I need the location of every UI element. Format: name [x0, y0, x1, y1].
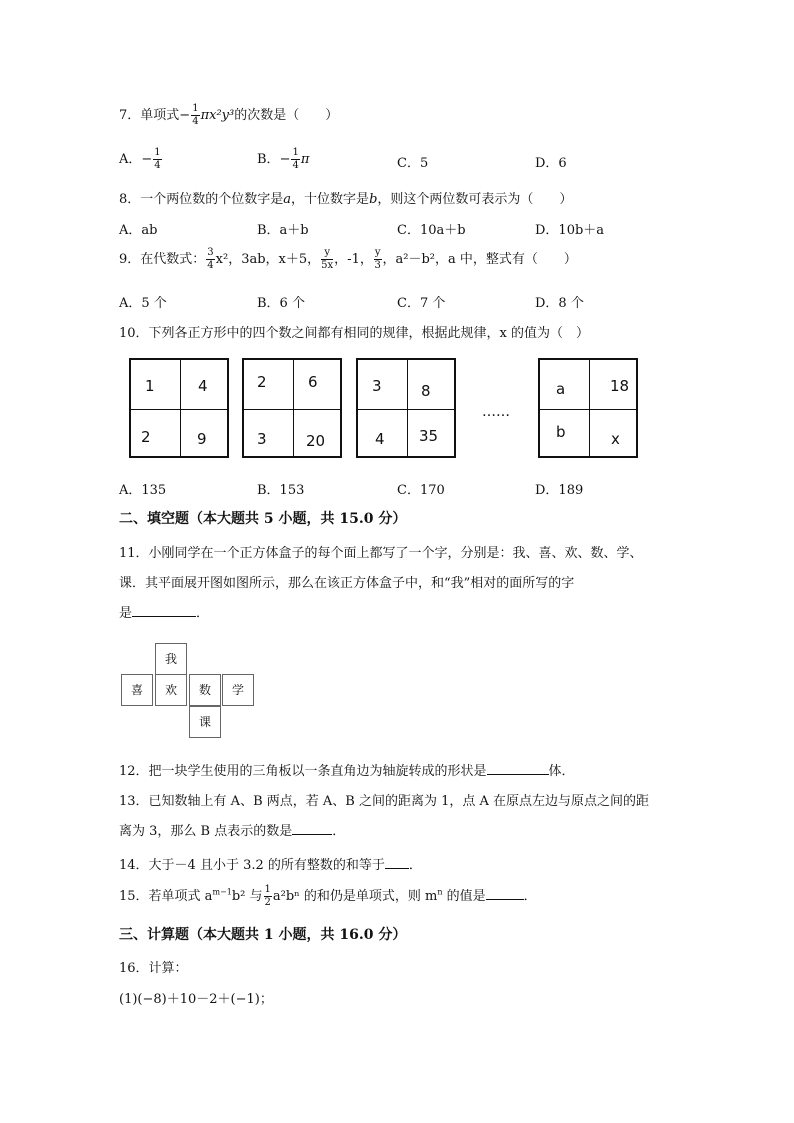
cell-bottom-right: x	[611, 430, 620, 448]
q9-option-b: B．6 个	[257, 296, 305, 311]
question-16: 16．计算：	[119, 961, 188, 976]
number-square-4	[538, 358, 638, 458]
cell-top-right: 4	[198, 377, 208, 395]
net-face-top: 我	[155, 643, 187, 675]
question-13-line-1: 13．已知数轴上有 A、B 两点，若 A、B 之间的距离为 1，点 A 在原点左边与原点之间的距	[119, 794, 650, 809]
cell-top-right: 8	[421, 382, 431, 400]
ellipsis: ……	[482, 404, 510, 420]
q10-option-b: B．153	[257, 483, 305, 498]
q10-option-c: C．170	[397, 483, 445, 498]
question-14: 14．大于－4 且小于 3.2 的所有整数的和等于 ．	[119, 858, 422, 873]
cell-bottom-right: 9	[197, 430, 207, 448]
net-face-2: 欢	[155, 674, 187, 706]
number-square-2	[242, 358, 342, 458]
question-11-line-3: 是 ．	[119, 606, 210, 621]
answer-blank	[486, 887, 524, 900]
question-11-line-2: 课．其平面展开图如图所示，那么在该正方体盒子中，和“我”相对的面所写的字	[119, 576, 575, 591]
q8-option-d: D．10b＋a	[535, 223, 605, 238]
q10-option-d: D．189	[535, 483, 584, 498]
q9-option-d: D．8 个	[535, 296, 584, 311]
cell-top-right: 6	[308, 373, 318, 391]
net-face-1: 喜	[121, 674, 153, 706]
q9-option-c: C．7 个	[397, 296, 446, 311]
net-face-4: 学	[222, 674, 254, 706]
question-11-line-1: 11．小刚同学在一个正方体盒子的每个面上都写了一个字，分别是：我、喜、欢、数、学、	[119, 546, 643, 561]
net-face-3: 数	[189, 674, 221, 706]
q7-option-a: A．− $\frac{1}{4}$	[119, 147, 161, 171]
q8-option-c: C．10a＋b	[397, 223, 466, 238]
cell-bottom-right: 35	[419, 427, 439, 445]
q7-option-b: B．− $\frac{1}{4}$ π	[257, 147, 310, 171]
net-face-bottom: 课	[189, 706, 221, 738]
cell-bottom-left: 3	[257, 430, 267, 448]
q10-option-a: A．135	[119, 483, 167, 498]
cell-top-right: 18	[610, 377, 630, 395]
question-12: 12．把一块学生使用的三角板以一条直角边为轴旋转成的形状是 体．	[119, 764, 575, 779]
question-7-prefix: 7．单项式	[119, 108, 180, 123]
section-3-heading: 三、计算题（本大题共 1 小题，共 16.0 分）	[119, 927, 407, 943]
answer-blank	[385, 856, 409, 869]
number-square-3	[356, 358, 456, 458]
question-16-part-1: (1)(−8)＋10－2＋(−1)；	[119, 992, 273, 1007]
q8-option-a: A．ab	[119, 223, 158, 238]
cell-bottom-left: 4	[375, 430, 385, 448]
cell-bottom-right: 20	[306, 432, 326, 450]
fraction: $\frac{1}{4}$	[192, 103, 199, 127]
cell-top-left: 1	[145, 377, 155, 395]
question-15: 15．若单项式 $a^{m-1}b^2$ 与 $\frac{1}{2}$ a²bⁿ 的和仍是单项式，则 $m^n$ 的值是 ．	[119, 884, 537, 908]
question-10: 10．下列各正方形中的四个数之间都有相同的规律，根据此规律，x 的值为（ ）	[119, 326, 590, 341]
answer-blank	[487, 762, 549, 775]
cell-top-left: 3	[372, 377, 382, 395]
answer-blank	[132, 604, 196, 617]
answer-blank	[292, 822, 332, 835]
question-8: 8．一个两位数的个位数字是a，十位数字是b，则这个两位数可表示为（ ）	[119, 192, 573, 207]
question-7: 7．单项式− $\frac{1}{4}$ πx²y³的次数是（ ）	[119, 103, 339, 127]
q9-option-a: A．5 个	[119, 296, 167, 311]
q7-option-c: C．5	[397, 156, 429, 171]
cell-top-left: 2	[257, 373, 267, 391]
cell-bottom-left: b	[556, 423, 566, 441]
cell-bottom-left: 2	[141, 428, 151, 446]
section-2-heading: 二、填空题（本大题共 5 小题，共 15.0 分）	[119, 511, 407, 527]
q8-option-b: B．a＋b	[257, 223, 309, 238]
q7-option-d: D．6	[535, 156, 567, 171]
question-9: 9．在代数式： $\frac{3}{4}$ x²，3ab，x＋5， $\frac{y}{5x}$ ，-1， $\frac{y}{3}$ ，a²－b²，a 中，整式有（ ）	[119, 247, 577, 271]
question-13-line-2: 离为 3，那么 B 点表示的数是 ．	[119, 824, 346, 839]
cell-top-left: a	[556, 380, 566, 398]
number-square-1	[129, 358, 229, 458]
